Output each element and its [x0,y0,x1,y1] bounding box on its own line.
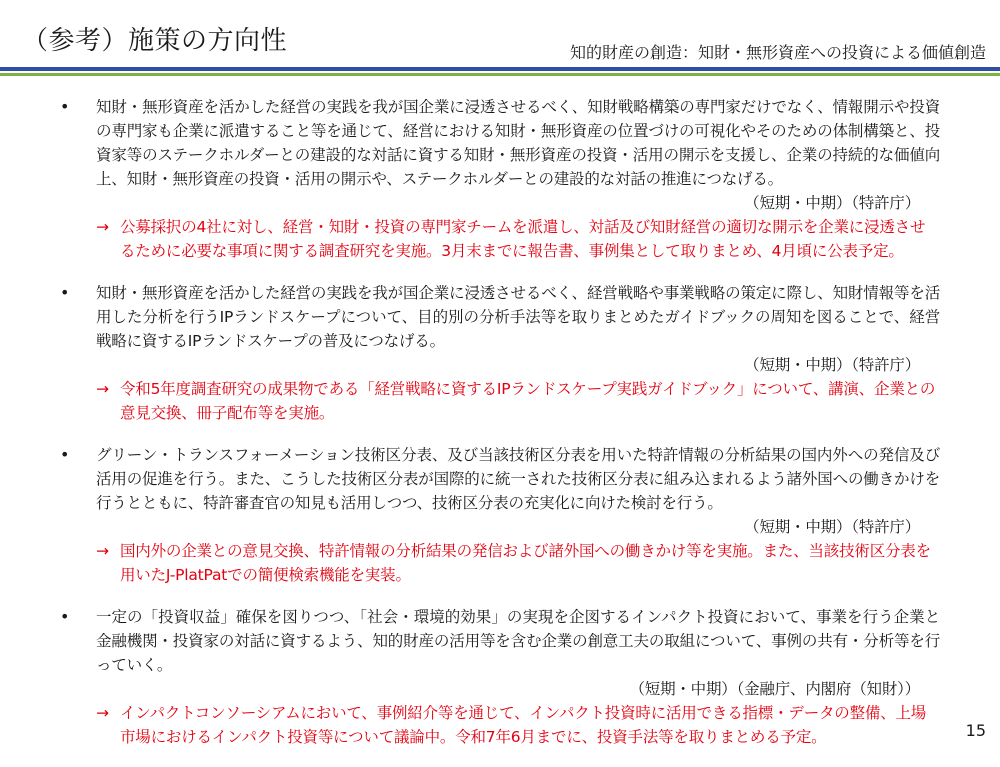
result-text: インパクトコンソーシアムにおいて、事例紹介等を通じて、インパクト投資時に活用できる指標・データの整備、上場市場におけるインパクト投資等について議論中。令和7年6月までに、投資手法等を取りまとめる予定。 [120,704,927,746]
arrow-icon: → [96,218,109,236]
period-ministry-tag: （短期・中期）（金融庁、内閣府（知財）） [629,680,920,698]
result-note [96,215,940,263]
bullet-item [60,95,940,263]
arrow-icon: → [96,380,109,398]
bullet-text [96,281,940,377]
bullet-item [60,605,940,749]
bullet-text [96,443,940,539]
bullet-icon: • [60,283,70,302]
bullet-list [60,95,940,767]
page-subtitle: 知的財産の創造：知財・無形資産への投資による価値創造 [569,43,986,62]
bullet-body: 知財・無形資産を活かした経営の実践を我が国企業に浸透させるべく、知財戦略構築の専門家だけでなく、情報開示や投資の専門家も企業に派遣すること等を通じて、経営における知財・無形資産の位置づけの可視化やそのための体制構築と、投資家等のステークホルダーとの建設的な対話に資する知財・無形資産の投資・活用の開示を支援し、企業の持続的な価値向上、知財・無形資産の投資・活用の開示や、ステークホルダーとの建設的な対話の推進につなげる。 [96,98,940,188]
bullet-text [96,95,940,215]
period-ministry-tag: （短期・中期）（特許庁） [744,194,920,212]
result-text: 国内外の企業との意見交換、特許情報の分析結果の発信および諸外国への働きかけ等を実施。また、当該技術区分表を用いたJ-PlatPatでの簡便検索機能を実装。 [120,542,931,584]
bullet-item [60,281,940,425]
header-rule-secondary [0,73,1000,76]
result-text: 公募採択の4社に対し、経営・知財・投資の専門家チームを派遣し、対話及び知財経営の適切な開示を企業に浸透させるために必要な事項に関する調査研究を実施。3月末までに報告書、事例集として取りまとめ、4月頃に公表予定。 [120,218,926,260]
bullet-icon: • [60,445,70,464]
bullet-text [96,605,940,701]
bullet-icon: • [60,97,70,116]
period-ministry-tag: （短期・中期）（特許庁） [744,518,920,536]
period-ministry-tag: （短期・中期）（特許庁） [744,356,920,374]
page-title: （参考）施策の方向性 [22,26,288,56]
arrow-icon: → [96,704,109,722]
bullet-item [60,443,940,587]
bullet-icon: • [60,607,70,626]
bullet-body: グリーン・トランスフォーメーション技術区分表、及び当該技術区分表を用いた特許情報の分析結果の国内外への発信及び活用の促進を行う。また、こうした技術区分表が国際的に統一された技術区分表に組み込まれるよう諸外国への働きかけを行うとともに、特許審査官の知見も活用しつつ、技術区分表の充実化に向けた検討を行う。 [96,446,940,512]
result-note [96,377,940,425]
result-note [96,539,940,587]
bullet-body: 知財・無形資産を活かした経営の実践を我が国企業に浸透させるべく、経営戦略や事業戦略の策定に際し、知財情報等を活用した分析を行うIPランドスケープについて、目的別の分析手法等を取りまとめたガイドブックの周知を図ることで、経営戦略に資するIPランドスケープの普及につなげる。 [96,284,940,350]
page-number: 15 [965,721,986,740]
bullet-body: 一定の「投資収益」確保を図りつつ、「社会・環境的効果」の実現を企図するインパクト投資において、事業を行う企業と金融機関・投資家の対話に資するよう、知的財産の活用等を含む企業の創意工夫の取組について、事例の共有・分析等を行っていく。 [96,608,940,674]
result-text: 令和5年度調査研究の成果物である「経営戦略に資するIPランドスケープ実践ガイドブック」について、講演、企業との意見交換、冊子配布等を実施。 [120,380,936,422]
result-note [96,701,940,749]
arrow-icon: → [96,542,109,560]
header-rule-primary [0,67,1000,71]
